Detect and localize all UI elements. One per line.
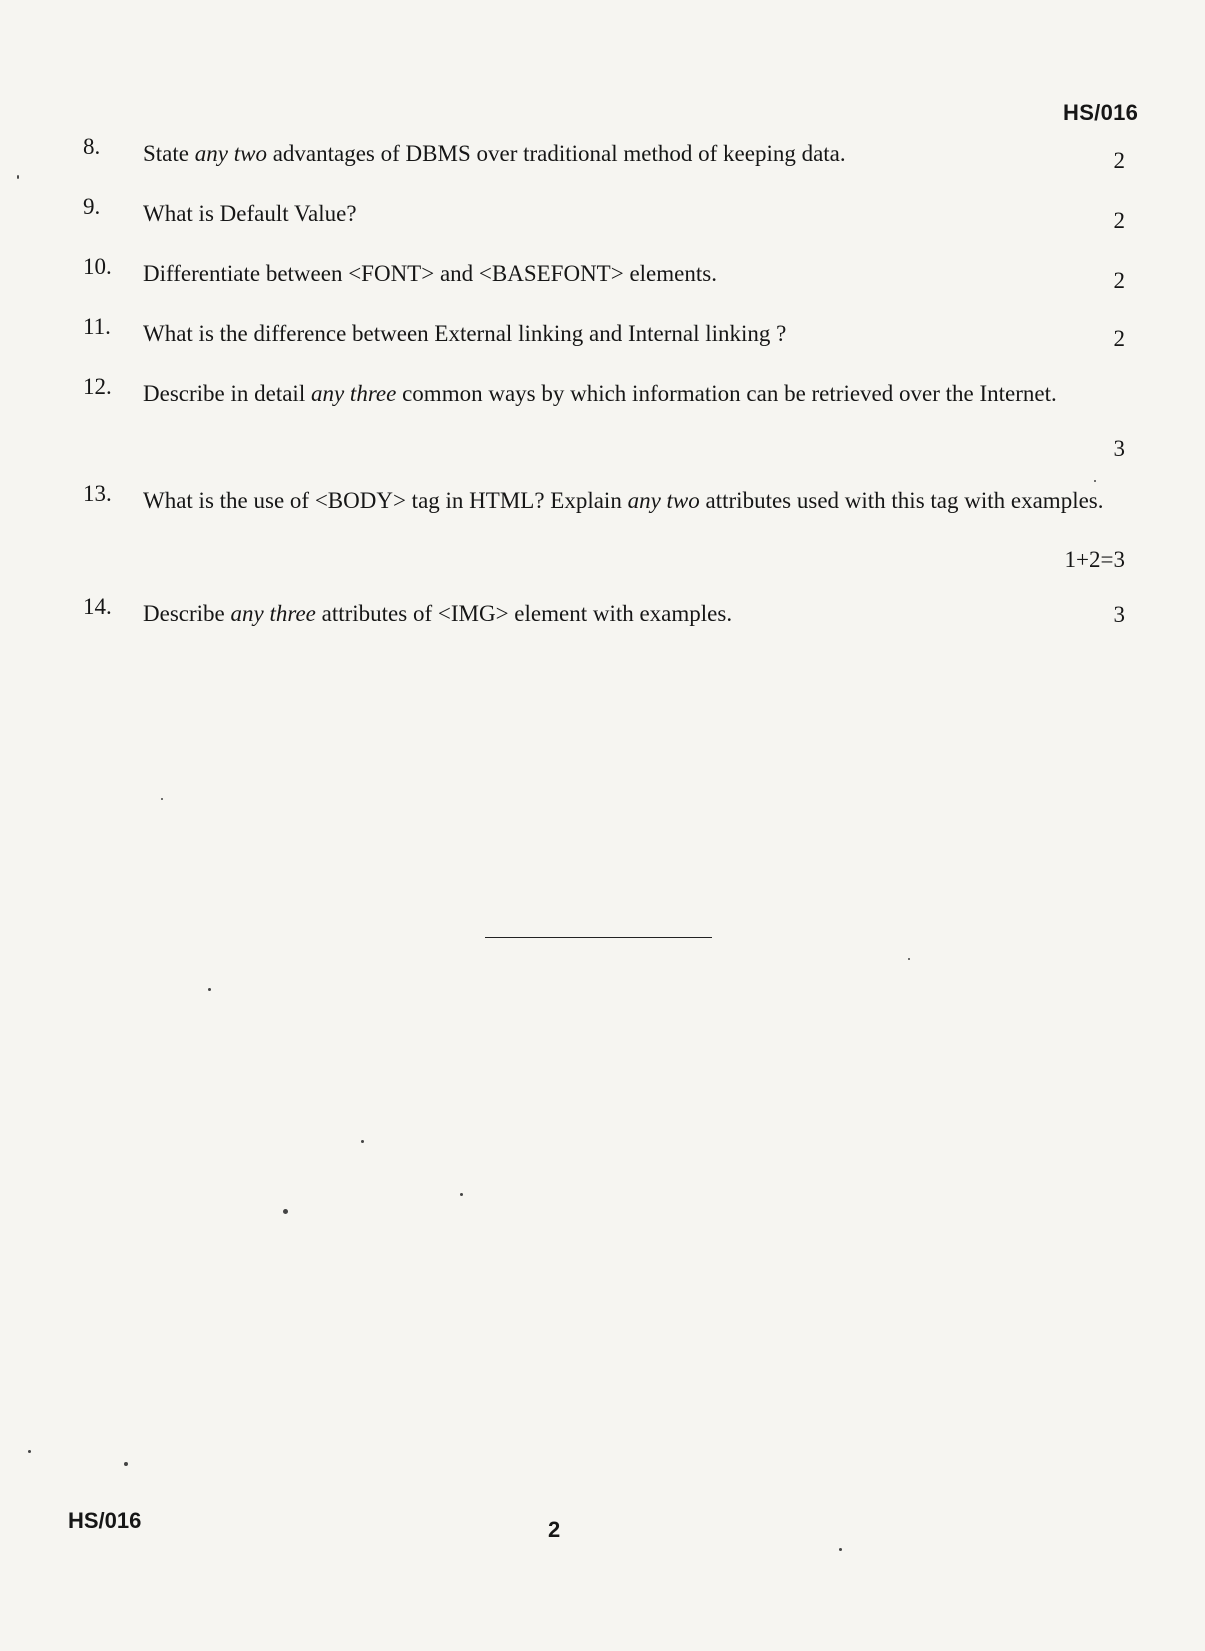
question-text: Describe in detail any three common ways by which information can be retrieved over the Internet.	[143, 381, 1057, 406]
question-text: Differentiate between <FONT> and <BASEFONT> elements.	[143, 261, 717, 286]
question-text: What is the difference between External linking and Internal linking ?	[143, 321, 787, 346]
question-marks: 2	[1113, 326, 1125, 351]
question-number: 13.	[83, 481, 112, 506]
paper-code-bottom: HS/016	[68, 1508, 142, 1533]
question-number: 8.	[83, 134, 101, 159]
question-marks: 3	[1113, 602, 1125, 627]
question-marks: 3	[1113, 436, 1125, 461]
paper-code-top: HS/016	[1063, 100, 1139, 125]
question-text: State any two advantages of DBMS over traditional method of keeping data.	[143, 141, 846, 166]
question-text: Describe any three attributes of <IMG> element with examples.	[143, 601, 733, 626]
question-marks: 2	[1113, 148, 1125, 173]
question-marks: 2	[1113, 208, 1125, 233]
question-text: What is the use of <BODY> tag in HTML? Explain any two attributes used with this tag with examples.	[143, 488, 1104, 513]
scan-speck	[28, 1450, 31, 1453]
scan-speck	[1094, 480, 1096, 482]
question-number: 9.	[83, 194, 101, 219]
question-number: 10.	[83, 254, 112, 279]
question-marks: 1+2=3	[1064, 547, 1125, 572]
scan-speck	[208, 988, 211, 991]
scan-speck	[839, 1548, 842, 1551]
scan-speck	[460, 1193, 463, 1196]
page-number: 2	[548, 1517, 561, 1542]
scan-speck	[283, 1209, 288, 1214]
end-divider-line	[485, 937, 712, 938]
scan-speck	[361, 1140, 364, 1143]
scan-speck	[908, 958, 910, 960]
question-text: What is Default Value?	[143, 201, 357, 226]
scan-speck	[161, 798, 163, 800]
scan-speck	[17, 175, 19, 179]
scan-speck	[124, 1462, 128, 1466]
question-marks: 2	[1113, 268, 1125, 293]
question-number: 12.	[83, 374, 112, 399]
question-number: 14.	[83, 594, 112, 619]
question-number: 11.	[83, 314, 111, 339]
